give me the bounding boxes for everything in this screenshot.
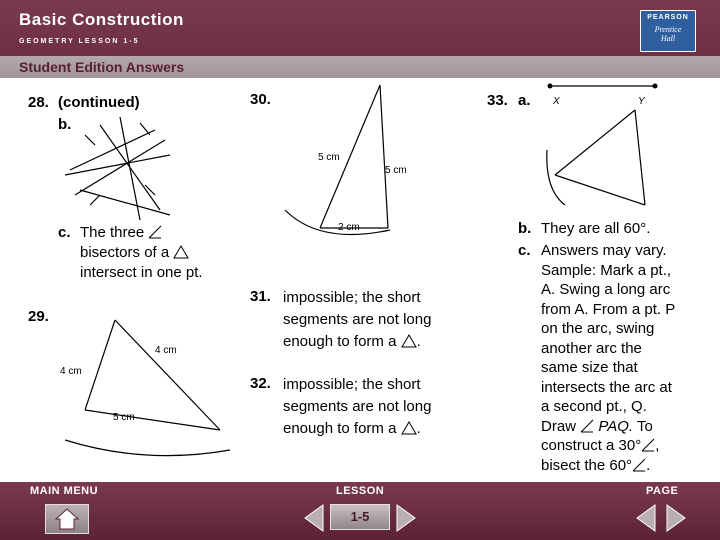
- q30-number: 30.: [250, 91, 271, 108]
- q33-to-text: To: [637, 417, 653, 435]
- q33-c-line4: on the arc, swing: [541, 320, 655, 337]
- q30-label-b: 5 cm: [385, 165, 407, 176]
- angle-icon: [641, 438, 655, 452]
- q33-c-line6: same size that: [541, 359, 638, 376]
- next-page-button[interactable]: [664, 502, 690, 534]
- q33-b-label: b.: [518, 220, 532, 237]
- next-lesson-button[interactable]: [394, 502, 420, 534]
- prev-lesson-button[interactable]: [300, 502, 326, 534]
- q33-figure: [545, 80, 685, 220]
- logo-line-2: Prentice: [654, 25, 682, 34]
- q33-paq: PAQ.: [598, 417, 634, 435]
- q32-line3-text: enough to form a: [283, 420, 397, 437]
- page-subtitle: GEOMETRY LESSON 1-5: [19, 38, 140, 45]
- lesson-label: LESSON: [336, 485, 385, 497]
- q28-c-line1-text: The three: [80, 224, 145, 241]
- triangle-icon: [401, 421, 417, 435]
- q33-bisect-text: bisect the 60°: [541, 456, 633, 474]
- q31-period: .: [416, 333, 421, 350]
- q33-c-line0: Answers may vary.: [541, 242, 667, 259]
- home-icon: [54, 507, 80, 531]
- angle-icon: [632, 458, 646, 472]
- main-menu-button[interactable]: [45, 504, 89, 534]
- q33-c-line5: another arc the: [541, 339, 642, 357]
- q29-label-b: 4 cm: [60, 366, 82, 377]
- q31-line3-text: enough to form a: [283, 333, 397, 350]
- q33-c-line3: from A. From a pt. P: [541, 300, 676, 318]
- main-menu-label: MAIN MENU: [30, 485, 99, 497]
- q33-c-line9: [541, 417, 653, 437]
- q28-figure: [60, 115, 180, 225]
- q33-b-text: They are all 60°.: [541, 220, 651, 237]
- q32-period: .: [416, 420, 421, 437]
- logo-line-3: Hall: [660, 34, 676, 43]
- q28-heading: (continued): [58, 94, 140, 111]
- pearson-logo: [640, 10, 696, 52]
- q28-number: 28.: [28, 94, 49, 111]
- q33-c-line11: [541, 436, 659, 456]
- q30-label-c: 2 cm: [338, 222, 360, 233]
- q29-number: 29.: [28, 308, 49, 325]
- q29-figure: [55, 290, 245, 475]
- q31-line1: impossible; the short: [283, 289, 421, 306]
- q33-c-line1: Sample: Mark a pt.,: [541, 261, 672, 279]
- q33-comma: ,: [655, 437, 660, 454]
- next-page-icon: [665, 503, 689, 533]
- q32-number: 32.: [250, 375, 271, 392]
- q33-point-y: Y: [638, 96, 645, 107]
- q28-c-line3: intersect in one pt.: [80, 264, 203, 281]
- q33-point-x: X: [553, 96, 560, 107]
- q33-c-line7: intersects the arc at: [541, 378, 672, 396]
- q33-c-line12: [541, 456, 650, 476]
- page-label: PAGE: [646, 485, 679, 497]
- triangle-icon: [173, 245, 189, 259]
- section-title: Student Edition Answers: [19, 59, 185, 75]
- q33-number: 33.: [487, 92, 508, 109]
- prev-page-button[interactable]: [632, 502, 658, 534]
- q32-line2: segments are not long: [283, 398, 432, 415]
- q31-number: 31.: [250, 288, 271, 305]
- q32-line3: [283, 419, 421, 439]
- q33-c-label: c.: [518, 242, 531, 259]
- q33-construct-text: construct a 30°: [541, 437, 642, 454]
- next-lesson-icon: [395, 503, 419, 533]
- q31-line3: [283, 332, 421, 352]
- q28-c-line2-text: bisectors of a: [80, 244, 170, 261]
- q28-b-label: b.: [58, 116, 72, 133]
- q31-line2: segments are not long: [283, 311, 432, 328]
- q28-c-line1: [80, 223, 162, 243]
- lesson-number-box: 1-5: [330, 504, 390, 530]
- page-title: Basic Construction: [19, 10, 184, 29]
- q28-c-label: c.: [58, 224, 71, 241]
- q33-draw-text: Draw: [541, 417, 577, 435]
- q28-c-line2: [80, 243, 189, 263]
- logo-line-1: PEARSON: [647, 14, 689, 21]
- q29-label-c: 5 cm: [113, 412, 135, 423]
- q30-figure: [280, 80, 420, 240]
- section-band: [0, 56, 720, 78]
- prev-lesson-icon: [301, 503, 325, 533]
- angle-icon: [148, 225, 162, 239]
- q30-label-a: 5 cm: [318, 152, 340, 163]
- angle-icon: [580, 419, 594, 433]
- q33-end-period: .: [646, 456, 651, 474]
- q33-c-line8: a second pt., Q.: [541, 398, 647, 415]
- q33-c-line2: A. Swing a long arc: [541, 281, 671, 298]
- q33-a-label: a.: [518, 92, 531, 109]
- prev-page-icon: [633, 503, 657, 533]
- q32-line1: impossible; the short: [283, 376, 421, 393]
- triangle-icon: [401, 334, 417, 348]
- q29-label-a: 4 cm: [155, 345, 177, 356]
